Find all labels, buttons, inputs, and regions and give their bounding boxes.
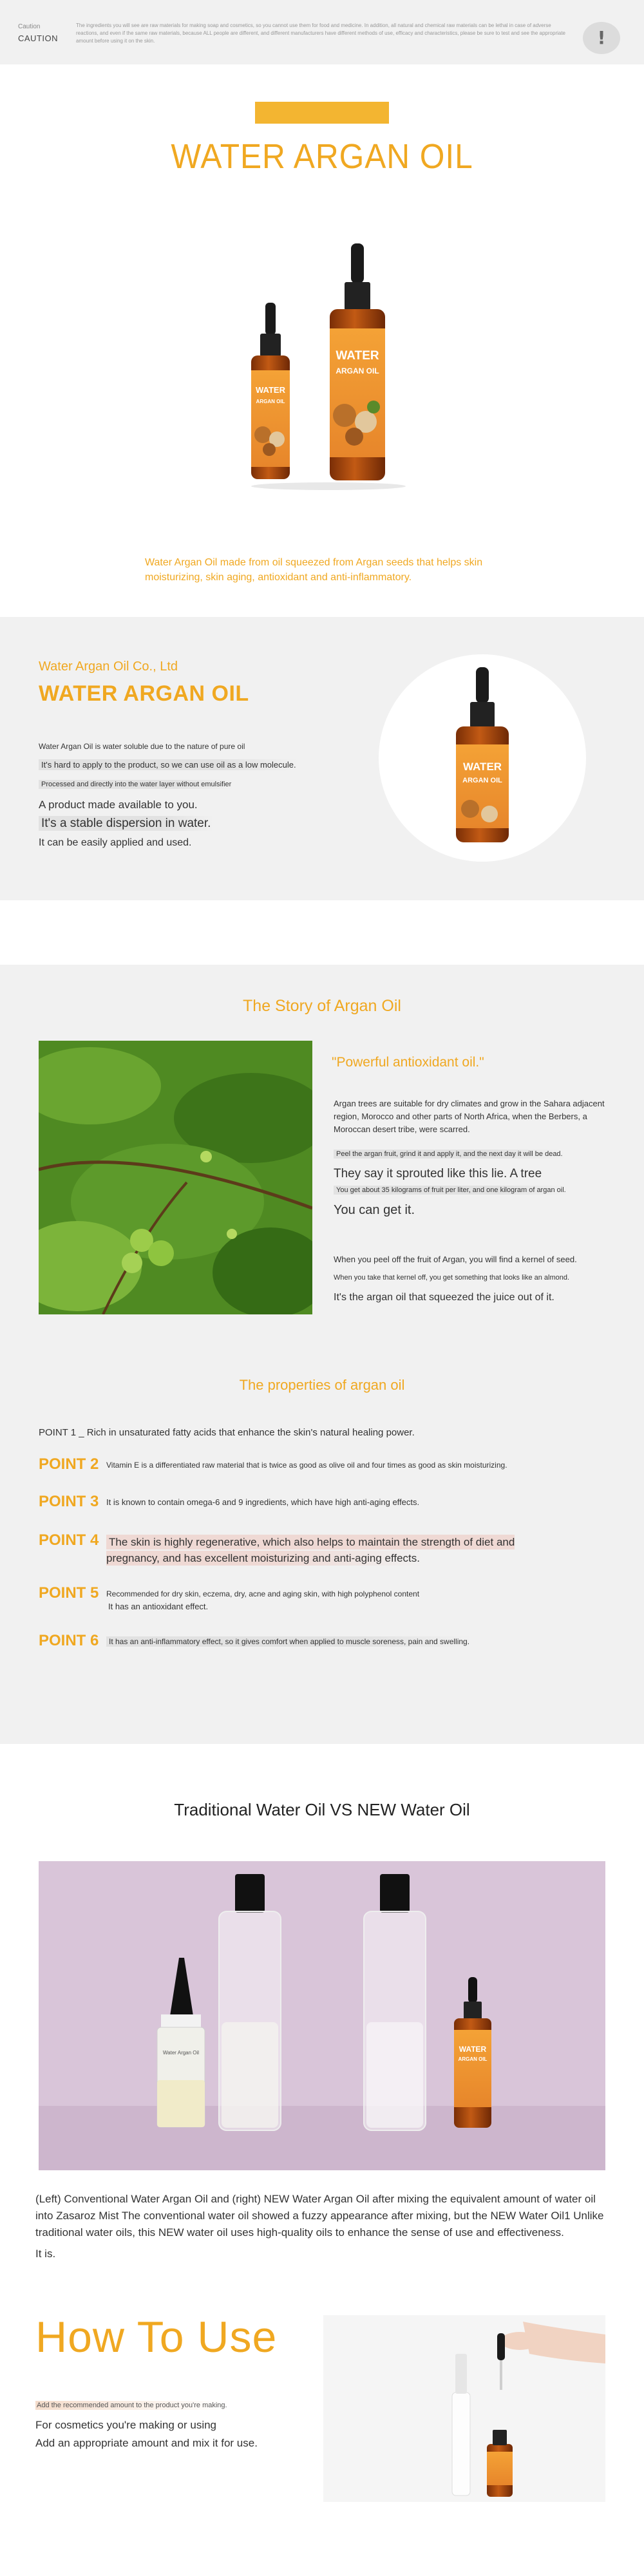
story-paragraph: Peel the argan fruit, grind it and apply it, and the next day it will be dead.: [334, 1150, 565, 1158]
svg-text:WATER: WATER: [462, 761, 502, 773]
caution-bar: [0, 0, 644, 64]
hero-tag: [255, 102, 389, 124]
comparison-text: (Left) Conventional Water Argan Oil and (right) NEW Water Argan Oil after mixing the equivalent amount of water oil into Zasaroz Mist The conventional water oil showed a fuzzy appearance after mixing, but the NEW Water Oil1 Unlike traditional water oils, this NEW water oil uses high-quality oils to enhance the sense of use and effectiveness.: [35, 2193, 604, 2239]
svg-text:ARGAN OIL: ARGAN OIL: [462, 777, 502, 784]
story-paragraph: When you take that kernel off, you get something that looks like an almond.: [334, 1274, 570, 1282]
how-to-use-line: Add the recommended amount to the product you're making.: [37, 2401, 227, 2409]
how-to-use-photo: [323, 2315, 605, 2502]
company-line: It's a stable dispersion in water.: [39, 817, 213, 831]
how-to-use-line: For cosmetics you're making or using: [35, 2419, 217, 2431]
hero-description: Water Argan Oil made from oil squeezed from Argan seeds that helps skin moisturizing, skin aging, antioxidant and anti-inflammatory.: [145, 557, 483, 583]
point-5: POINT 5 Recommended for dry skin, eczema, dry, acne and aging skin, with high polyphenol content It has an antioxidant effect.: [39, 1584, 420, 1611]
svg-text:ARGAN OIL: ARGAN OIL: [256, 399, 285, 404]
properties-title: The properties of argan oil: [239, 1377, 405, 1393]
caution-small-label: Caution: [18, 23, 41, 30]
how-to-use-line: Add an appropriate amount and mix it for use.: [35, 2437, 258, 2449]
company-name: Water Argan Oil Co., Ltd: [39, 659, 178, 674]
circle-bottle-image: [379, 654, 586, 862]
svg-text:ARGAN OIL: ARGAN OIL: [336, 366, 379, 375]
argan-tree-photo: [39, 1041, 312, 1314]
story-paragraph: You get about 35 kilograms of fruit per liter, and one kilogram of argan oil.: [334, 1186, 569, 1194]
story-paragraph: They say it sprouted like this lie. A tree: [334, 1167, 542, 1180]
company-line: Processed and directly into the water layer without emulsifier: [39, 781, 234, 788]
story-quote: "Powerful antioxidant oil.": [332, 1055, 484, 1070]
company-title: WATER ARGAN OIL: [39, 681, 249, 706]
comparison-title: Traditional Water Oil VS NEW Water Oil: [174, 1800, 470, 1819]
point-3: POINT 3 It is known to contain omega-6 and 9 ingredients, which have high anti-aging effects.: [39, 1493, 420, 1510]
svg-text:ARGAN OIL: ARGAN OIL: [458, 2056, 488, 2062]
story-paragraph: When you peel off the fruit of Argan, you will find a kernel of seed.: [334, 1255, 577, 1264]
company-line: It's hard to apply to the product, so we can use oil as a low molecule.: [39, 760, 299, 770]
svg-text:WATER: WATER: [459, 2045, 487, 2054]
company-line: A product made available to you.: [39, 799, 198, 811]
company-line: Water Argan Oil is water soluble due to the nature of pure oil: [39, 742, 245, 751]
product-circle: [379, 654, 586, 862]
warning-icon: !: [583, 22, 620, 54]
story-title: The Story of Argan Oil: [243, 997, 401, 1015]
comparison-photo: [39, 1861, 605, 2170]
caution-text: The ingredients you will see are raw materials for making soap and cosmetics, so you cannot use them for food and medicine. In addition, all natural and chemical raw materials can be lethal in case of adverse reactions, and even if the same raw materials, because ALL people are different, and different manufacturers have different methods of use, efficacy and characteristics, please be sure to test and see the appropriate amount before using it on the skin.: [76, 23, 566, 44]
point-2: POINT 2 Vitamin E is a differentiated raw material that is twice as good as olive oil and four times as good as skin moisturizing.: [39, 1455, 507, 1473]
svg-text:WATER: WATER: [256, 385, 285, 395]
point-6: POINT 6 It has an anti-inflammatory effect, so it gives comfort when applied to muscle soreness, pain and swelling.: [39, 1632, 605, 1651]
svg-text:WATER: WATER: [336, 349, 379, 363]
story-section: [0, 965, 644, 1744]
product-bottles-image: [245, 238, 412, 496]
company-section: [0, 617, 644, 900]
story-paragraph: It's the argan oil that squeezed the juice out of it.: [334, 1292, 554, 1303]
large-bottle: [330, 243, 385, 480]
story-paragraph: You can get it.: [334, 1203, 415, 1217]
svg-text:Water Argan Oil: Water Argan Oil: [162, 2050, 200, 2056]
point-4: POINT 4 The skin is highly regenerative, which also helps to maintain the strength of diet and pregnancy, and has excellent moisturizing and anti-aging effects.: [39, 1531, 515, 1564]
caution-label: CAUTION: [18, 33, 58, 43]
small-bottle: [251, 303, 290, 479]
how-to-use-title: How To Use: [35, 2313, 278, 2362]
hero-title: WATER ARGAN OIL: [171, 137, 473, 176]
point-1: POINT 1 _ Rich in unsaturated fatty acids that enhance the skin's natural healing power.: [39, 1427, 415, 1438]
comparison-text-end: It is.: [35, 2248, 56, 2260]
company-line: It can be easily applied and used.: [39, 837, 192, 848]
story-paragraph: Argan trees are suitable for dry climates and grow in the Sahara adjacent region, Morocco and other parts of North Africa, when the Berbers, a Moroccan desert tribe, were scarred.: [334, 1099, 605, 1134]
